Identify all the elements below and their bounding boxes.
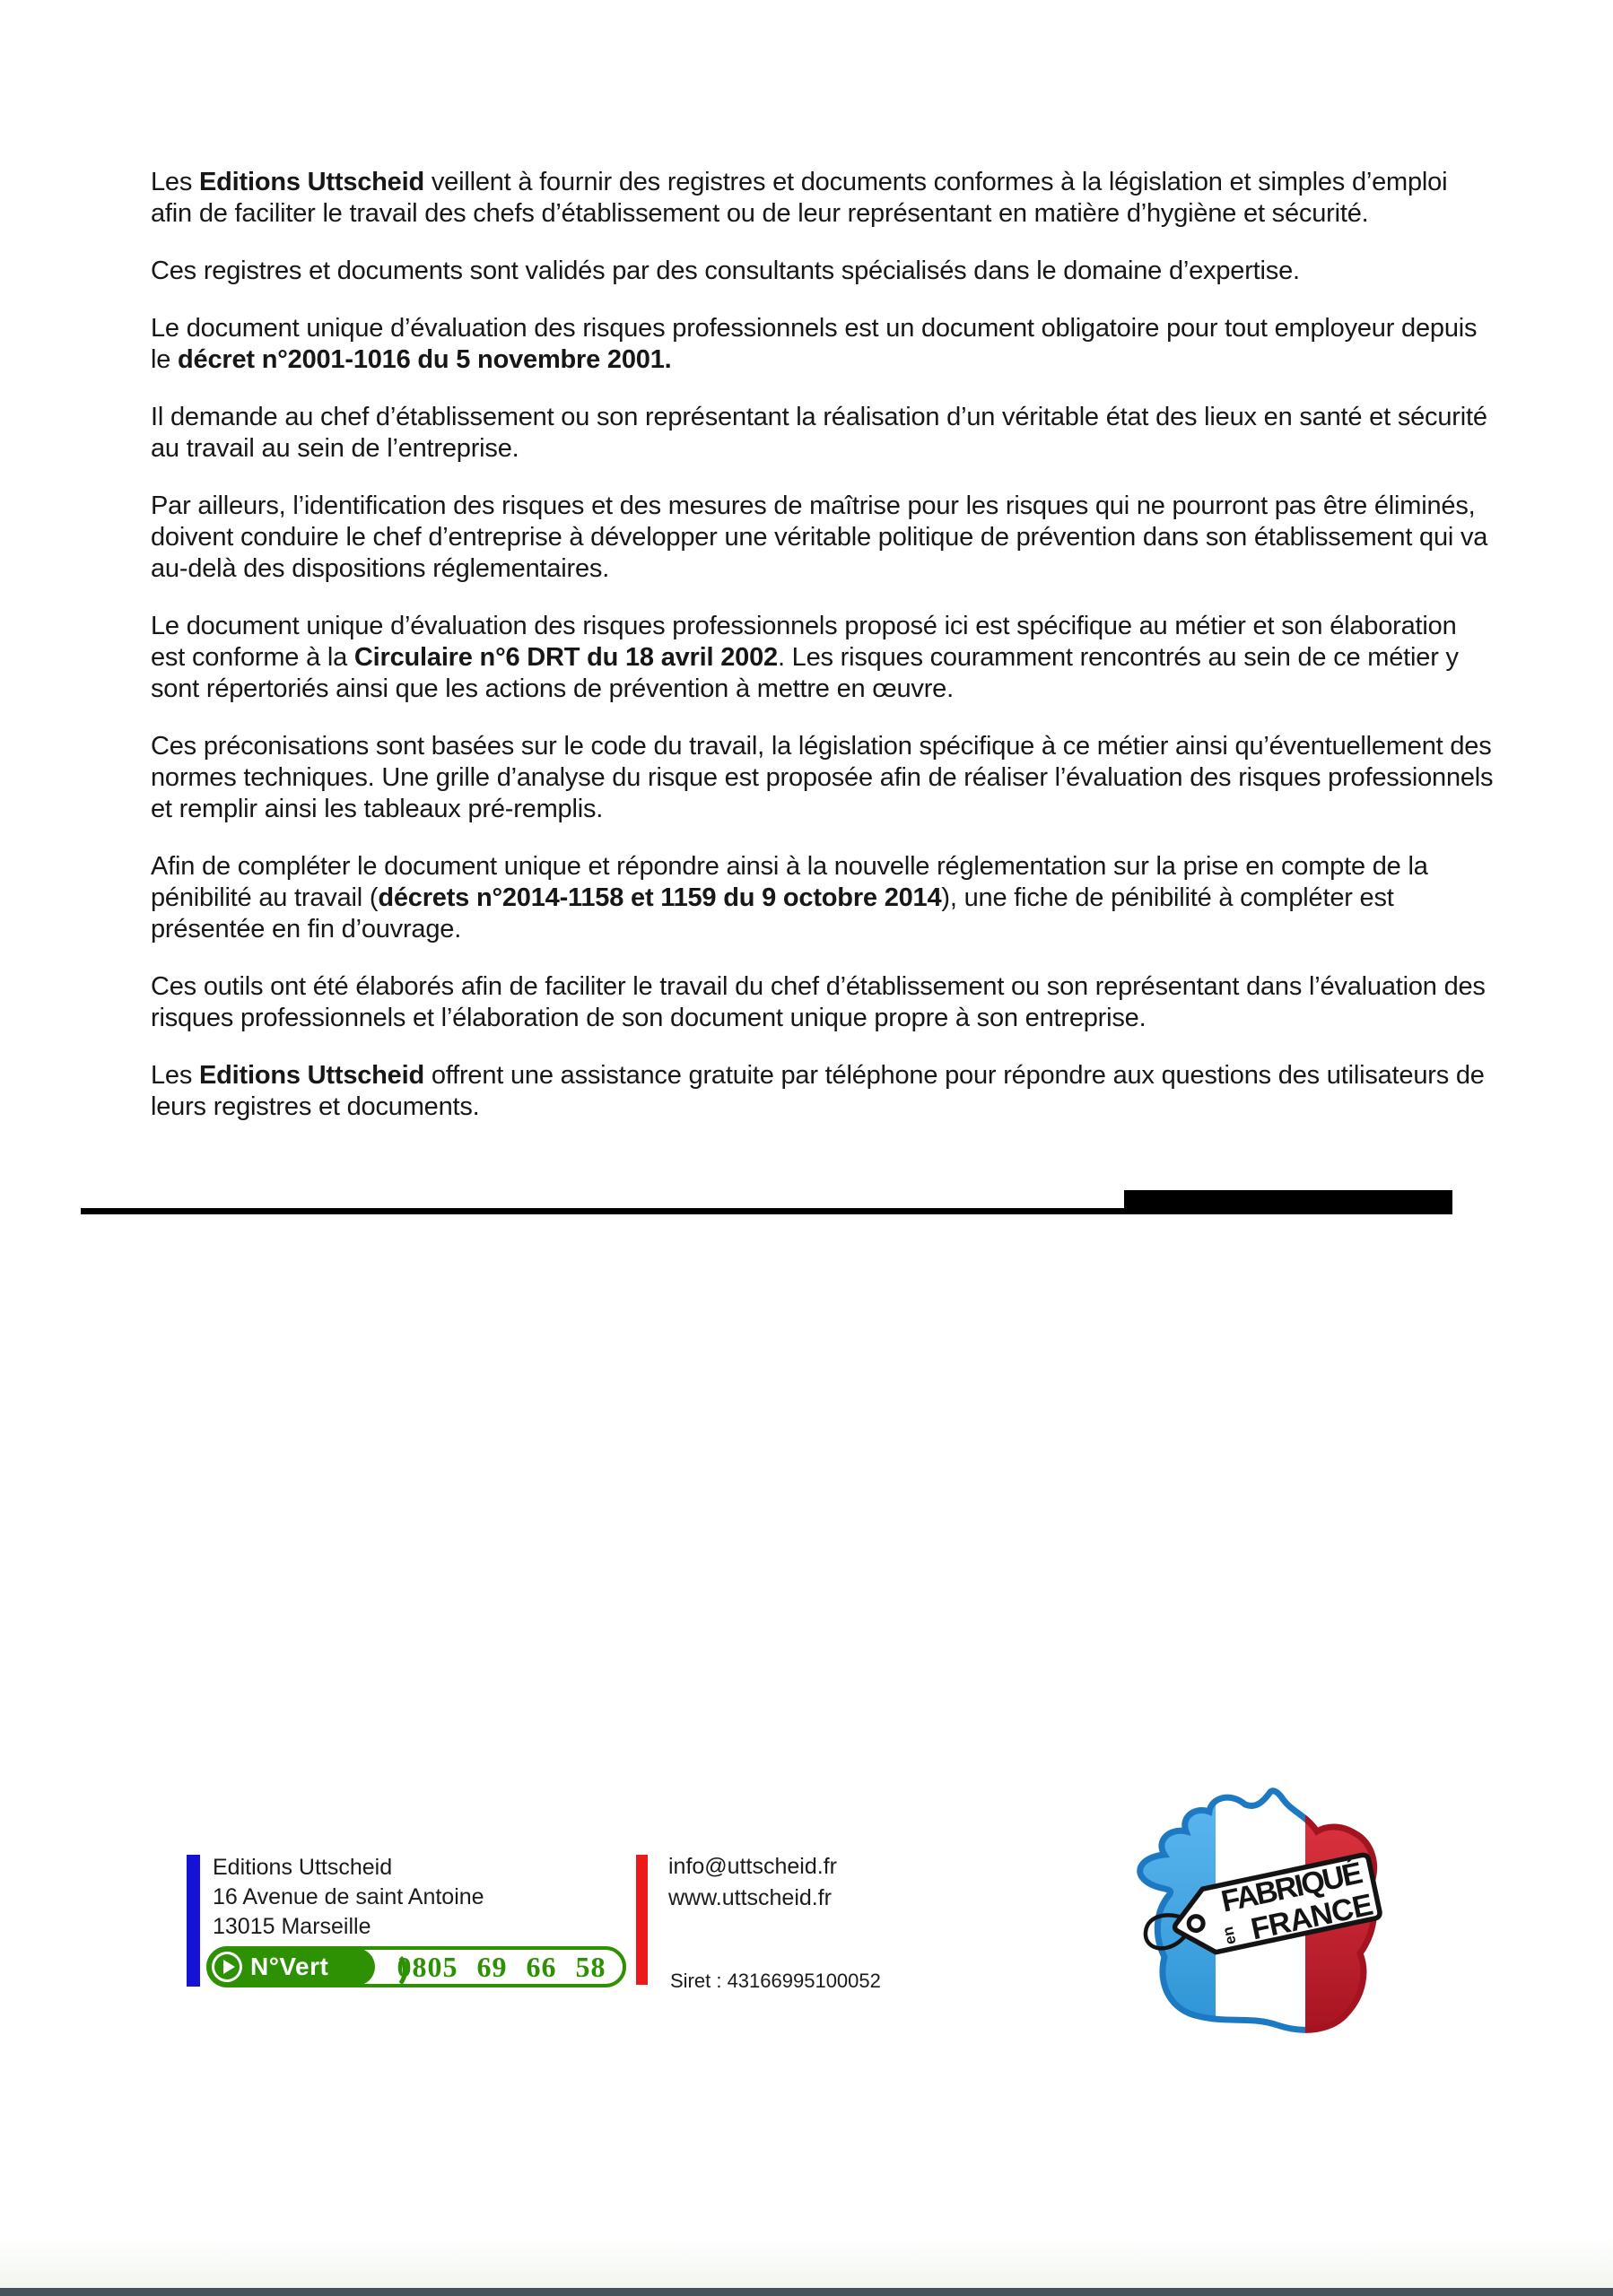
body-paragraph: Le document unique d’évaluation des risques professionnels est un document obligatoire pour tout employeur depuis le décret n°2001-1016 du 5 novembre 2001.: [151, 314, 1478, 374]
company-name: Editions Uttscheid: [213, 1855, 393, 1880]
bottom-strip: [0, 2288, 1613, 2296]
tag-text-en: en: [1218, 1925, 1240, 1946]
body-paragraph: Le document unique d’évaluation des risques professionnels proposé ici est spécifique au métier et son élaboration est conforme à la Circulaire n°6 DRT du 18 avril 2002. Les risques couramment rencontrés au sein de ce métier y sont répertoriés ainsi que les actions de prévention à mettre en œuvre.: [151, 612, 1459, 703]
tag-hole-icon: [1188, 1915, 1205, 1932]
body-paragraph: Il demande au chef d’établissement ou son représentant la réalisation d’un véritable état des lieux en santé et sécurité au travail au sein de l’entreprise.: [151, 403, 1487, 463]
footer-blue-bar: [187, 1855, 200, 1987]
nvert-label: N°Vert: [250, 1952, 329, 1980]
play-icon: [212, 1952, 242, 1982]
siret-number: Siret : 43166995100052: [670, 1970, 881, 1992]
paragraphs: [151, 167, 1494, 1149]
body-paragraph: Ces registres et documents sont validés par des consultants spécialisés dans le domaine d’expertise.: [151, 257, 1300, 285]
divider-line: [81, 1208, 1124, 1214]
nvert-green-section: [208, 1948, 375, 1986]
body-paragraph: Les Editions Uttscheid offrent une assistance gratuite par téléphone pour répondre aux questions des utilisateurs de leurs registres et documents.: [151, 1061, 1485, 1121]
numero-vert-badge: [206, 1946, 626, 1987]
address-street: 16 Avenue de saint Antoine: [213, 1884, 484, 1909]
address-block: [213, 1853, 484, 1942]
tag-text-top: FABRIQUÉ: [1217, 1856, 1366, 1919]
body-paragraph: Ces préconisations sont basées sur le code du travail, la législation spécifique à ce métier ainsi qu’éventuellement des normes techniques. Une grille d’analyse du risque est proposée afin de réaliser l’évaluation des risques professionnels et remplir ainsi les tableaux pré-remplis.: [151, 732, 1494, 823]
body-paragraph: Ces outils ont été élaborés afin de faciliter le travail du chef d’établissement ou son représentant dans l’évaluation des risques professionnels et l’élaboration de son document unique propre à son entreprise.: [151, 972, 1486, 1032]
divider-block: [1124, 1190, 1452, 1214]
nvert-phone-number: 0805 69 66 58: [397, 1950, 606, 1983]
contact-email: info@uttscheid.fr: [668, 1854, 837, 1879]
play-triangle-icon: [223, 1960, 235, 1974]
contact-website: www.uttscheid.fr: [668, 1885, 833, 1910]
made-in-france-logo: [1120, 1787, 1421, 2045]
address-city: 13015 Marseille: [213, 1914, 371, 1939]
tag-text-bottom: FRANCE: [1248, 1887, 1376, 1947]
footer-red-bar: [636, 1855, 648, 1985]
contact-block: [668, 1851, 837, 1914]
body-paragraph: Les Editions Uttscheid veillent à fournir des registres et documents conformes à la législation et simples d’emploi afin de faciliter le travail des chefs d’établissement ou de leur représentant en matière d’hygiène et sécurité.: [151, 168, 1448, 228]
bottom-fade: [0, 2239, 1613, 2288]
body-paragraph: Afin de compléter le document unique et répondre ainsi à la nouvelle réglementation sur la prise en compte de la pénibilité au travail (décrets n°2014-1158 et 1159 du 9 octobre 2014), une fiche de pénibilité à compléter est présentée en fin d’ouvrage.: [151, 852, 1428, 944]
body-paragraph: Par ailleurs, l’identification des risques et des mesures de maîtrise pour les risques qui ne pourront pas être éliminés, doivent conduire le chef d’entreprise à développer une véritable politique de prévention dans son établissement qui va au-delà des dispositions réglementaires.: [151, 491, 1488, 583]
